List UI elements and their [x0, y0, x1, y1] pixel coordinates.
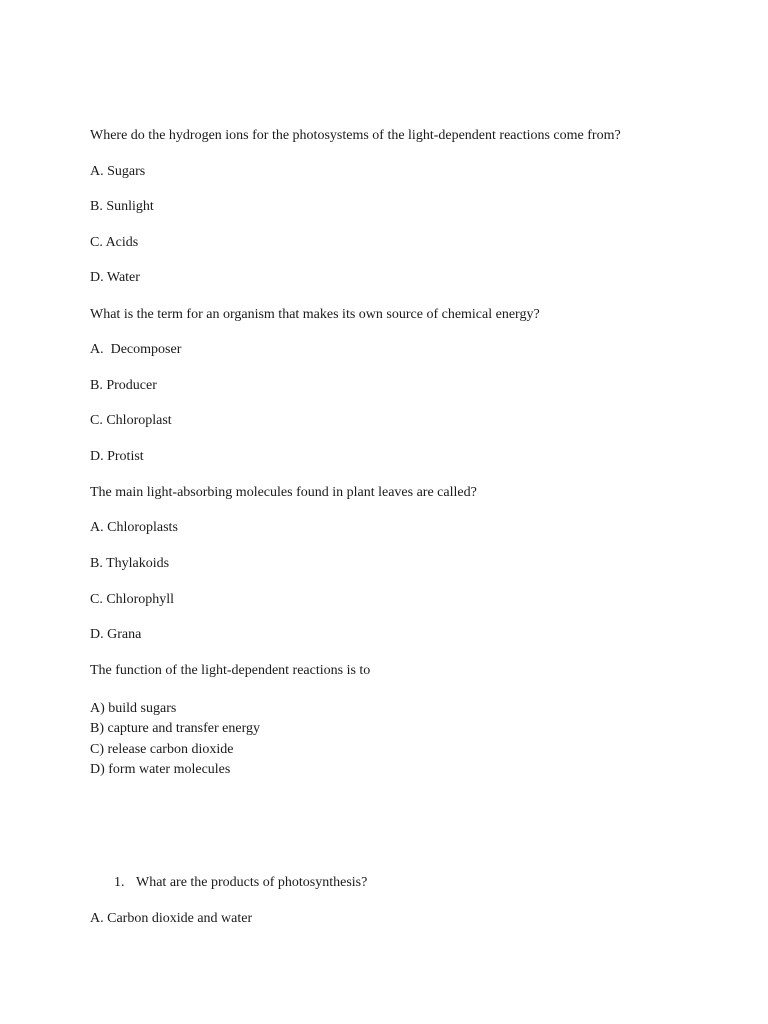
question-4-option-c: C) release carbon dioxide: [90, 742, 234, 757]
question-4-option-b: B) capture and transfer energy: [90, 721, 260, 736]
numbered-question-option-a: A. Carbon dioxide and water: [90, 911, 253, 926]
question-1-text: Where do the hydrogen ions for the photosystems of the light-dependent reactions come from?: [90, 128, 621, 143]
question-3-text: The main light-absorbing molecules found in plant leaves are called?: [90, 485, 477, 500]
question-2-option-c: C. Chloroplast: [90, 413, 172, 428]
question-2-option-a: A. Decomposer: [90, 342, 182, 357]
question-3-option-b: B. Thylakoids: [90, 556, 170, 571]
question-1-option-b: B. Sunlight: [90, 199, 154, 214]
numbered-question-number: 1.: [114, 875, 125, 890]
question-2-option-b: B. Producer: [90, 378, 157, 393]
question-3-option-a: A. Chloroplasts: [90, 520, 178, 535]
question-1-option-c: C. Acids: [90, 235, 139, 250]
numbered-question-text: What are the products of photosynthesis?: [136, 875, 368, 890]
question-1-option-d: D. Water: [90, 270, 140, 285]
question-3-option-c: C. Chlorophyll: [90, 592, 175, 607]
question-3-option-d: D. Grana: [90, 627, 142, 642]
question-4-option-d: D) form water molecules: [90, 762, 231, 777]
question-4-option-a: A) build sugars: [90, 701, 177, 716]
question-4-text: The function of the light-dependent reactions is to: [90, 663, 371, 678]
question-2-text: What is the term for an organism that makes its own source of chemical energy?: [90, 307, 540, 322]
question-1-option-a: A. Sugars: [90, 164, 146, 179]
question-2-option-d: D. Protist: [90, 449, 144, 464]
